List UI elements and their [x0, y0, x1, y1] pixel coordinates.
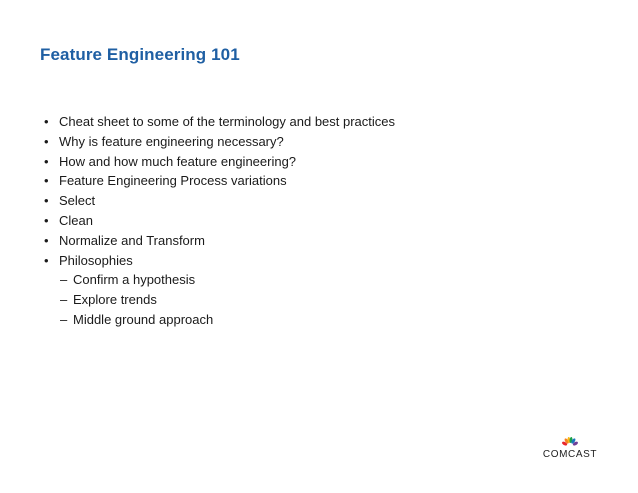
sub-bullet-text: Confirm a hypothesis [73, 272, 196, 288]
bullet-text: Feature Engineering Process variations [59, 173, 287, 189]
comcast-logo [540, 437, 600, 465]
sub-bullet-item [44, 290, 395, 310]
dash-mark: – [60, 272, 68, 288]
bullet-mark: • [44, 252, 49, 268]
bullet-item [44, 251, 395, 271]
bullet-mark: • [44, 114, 49, 129]
sub-bullet-item [44, 310, 395, 330]
bullet-item [44, 191, 395, 211]
bullet-item [44, 211, 395, 231]
bullet-mark: • [44, 212, 49, 228]
bullet-item [44, 152, 395, 172]
dash-mark: – [60, 292, 68, 308]
bullet-mark: • [44, 153, 49, 169]
slide-title: Feature Engineering 101 [40, 45, 240, 64]
bullet-text: Clean [59, 212, 93, 228]
peacock-feathers [562, 437, 578, 446]
bullet-mark: • [44, 133, 49, 149]
bullet-text: Cheat sheet to some of the terminology and best practices [59, 114, 396, 129]
logo-text: COMCAST [542, 449, 598, 460]
bullet-text: Select [59, 193, 96, 209]
bullet-item [44, 171, 395, 191]
bullet-item [44, 132, 395, 152]
dash-mark: – [60, 311, 68, 327]
bullet-item [44, 112, 395, 132]
sub-bullet-item [44, 270, 395, 290]
sub-bullet-group [44, 270, 395, 329]
bullet-text: How and how much feature engineering? [59, 153, 297, 169]
bullet-list [44, 112, 395, 330]
sub-bullet-text: Middle ground approach [73, 311, 214, 327]
bullet-mark: • [44, 232, 49, 248]
peacock-icon [562, 437, 578, 447]
bullet-mark: • [44, 173, 49, 189]
bullet-item [44, 231, 395, 251]
sub-bullet-text: Explore trends [73, 292, 157, 308]
bullet-text: Philosophies [59, 252, 133, 268]
bullet-text: Normalize and Transform [59, 232, 205, 248]
sub-bullet-list [44, 270, 395, 329]
bullet-text: Why is feature engineering necessary? [59, 133, 284, 149]
bullet-mark: • [44, 193, 49, 209]
